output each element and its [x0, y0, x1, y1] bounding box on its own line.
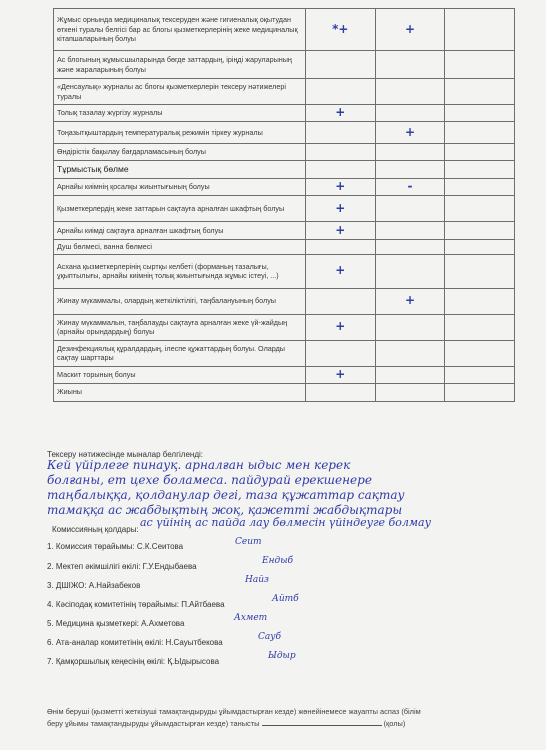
- checklist-item-text: «Денсаулық» журналы ас блогы қызметкерлерін тексеру нәтижелері туралы: [54, 79, 306, 105]
- footer-line-1: Өнім беруші (қызметті жеткізуші тамақтандыруды ұйымдастырған кезде) жөнейінемесе жауапты аспаз (білім: [47, 707, 421, 716]
- checklist-row: [54, 51, 515, 79]
- checklist-row: [54, 340, 515, 366]
- checklist-row: [54, 179, 515, 196]
- checklist-mark-c1: +: [306, 222, 376, 240]
- checklist-mark-c1: +: [306, 105, 376, 122]
- checklist-mark-c1: [306, 383, 376, 401]
- footer-line-2-text: беру ұйымы тамақтандыруды ұйымдастырған кезде) танысты: [47, 719, 260, 728]
- checklist-mark-c3: [445, 144, 515, 161]
- commission-member-4: 4. Кәсіподақ комитетінің төрайымы: П.Айтбаева: [47, 600, 225, 609]
- checklist-mark-c1: [306, 161, 376, 179]
- checklist-mark-c2: [375, 383, 445, 401]
- checklist-mark-c1: [306, 144, 376, 161]
- checklist-mark-c3: [445, 122, 515, 144]
- checklist-mark-c2: [375, 79, 445, 105]
- checklist-row: [54, 314, 515, 340]
- checklist-mark-c2: +: [375, 288, 445, 314]
- checklist-mark-c3: [445, 9, 515, 51]
- checklist-row: [54, 122, 515, 144]
- checklist-item-text: Өндірістік бақылау бағдарламасының болуы: [54, 144, 306, 161]
- section-heading: Тұрмыстық бөлме: [54, 161, 306, 179]
- checklist-mark-c2: [375, 222, 445, 240]
- commission-label: Комиссияның қолдары:: [52, 525, 139, 534]
- checklist-mark-c3: [445, 240, 515, 255]
- checklist-mark-c1: +: [306, 314, 376, 340]
- checklist-mark-c2: [375, 161, 445, 179]
- checklist-mark-c3: [445, 222, 515, 240]
- checklist-mark-c1: [306, 51, 376, 79]
- checklist-item-text: Ас блогының жұмысшыларында бөгде заттардың, іріңді жаруларының және жараларының болуы: [54, 51, 306, 79]
- commission-member-7: 7. Қамқоршылық кеңесінің өкілі: Қ.Ыдырысова: [47, 657, 220, 666]
- checklist-item-text: Дезинфекциялық құралдардың, ілеспе құжаттардың болуы. Оларды сақтау шарттары: [54, 340, 306, 366]
- signature-2: Ендыб: [262, 556, 294, 566]
- commission-member-6: 6. Ата-аналар комитетінің өкілі: Н.Сауытбекова: [47, 638, 223, 647]
- checklist-mark-c1: +: [306, 366, 376, 383]
- signature-blank: [262, 717, 382, 726]
- checklist-mark-c2: [375, 105, 445, 122]
- checklist-mark-c3: [445, 179, 515, 196]
- checklist-mark-c3: [445, 254, 515, 288]
- checklist-mark-c2: -: [375, 179, 445, 196]
- checklist-mark-c2: [375, 254, 445, 288]
- findings-handwriting-line-5: ас үйінің ас пайда лау бөлмесін үйіндеуге болмау: [140, 516, 431, 529]
- checklist-row: [54, 79, 515, 105]
- commission-member-3: 3. ДШІЖО: А.Найзабеков: [47, 581, 141, 590]
- checklist-mark-c2: [375, 144, 445, 161]
- checklist-mark-c2: [375, 196, 445, 222]
- findings-handwriting-line-1: Кей үйірлеге пинауқ. арналған ыдыс мен керек: [47, 458, 351, 472]
- checklist-item-text: Жинау мүкаммалын, таңбалауды сақтауға арналған жеке үй-жайдың (арнайы орындардың) болуы: [54, 314, 306, 340]
- checklist-mark-c1: [306, 122, 376, 144]
- checklist-mark-c2: [375, 340, 445, 366]
- checklist-mark-c2: [375, 314, 445, 340]
- signature-5: Ахмет: [234, 613, 268, 623]
- checklist-mark-c3: [445, 288, 515, 314]
- commission-member-1: 1. Комиссия төрайымы: С.К.Сеитова: [47, 542, 184, 551]
- checklist-item-text: Арнайы киімді сақтауға арналған шкафтың болуы: [54, 222, 306, 240]
- checklist-mark-c1: *+: [306, 9, 376, 51]
- checklist-item-text: Арнайы киімнің қосалқы жиынтығының болуы: [54, 179, 306, 196]
- checklist-mark-c3: [445, 196, 515, 222]
- checklist-row: [54, 161, 515, 179]
- checklist-item-text: Тоңазытқыштардың температуралық режимін тіркеу журналы: [54, 122, 306, 144]
- checklist-item-text: Асхана қызметкерлерінің сыртқы келбеті (форманың тазалығы, ұқыптылығы, арнайы киімнің толық жиынтығында жұмыс істеуі, ...): [54, 254, 306, 288]
- findings-handwriting-line-4: тамаққа ас жабдықтың жоқ, қажетті жабдықтары: [47, 503, 403, 517]
- acknowledgement-footer: [47, 707, 517, 729]
- checklist-row: [54, 288, 515, 314]
- checklist-item-text: Жиыны: [54, 383, 306, 401]
- checklist-item-text: Жұмыс орнында медициналық тексеруден және гигиеналық оқытудан өткені туралы белгісі бар ас блогы қызметкерлерінің жеке медициналық кітапшаларының болуы: [54, 9, 306, 51]
- checklist-mark-c2: +: [375, 122, 445, 144]
- footer-line-2: [47, 717, 517, 729]
- checklist-mark-c3: [445, 79, 515, 105]
- footer-sign-label: (қолы): [383, 719, 406, 728]
- checklist-row: [54, 105, 515, 122]
- checklist-row: [54, 222, 515, 240]
- signature-4: Айтб: [272, 594, 299, 604]
- checklist-row: [54, 366, 515, 383]
- checklist-mark-c3: [445, 340, 515, 366]
- checklist-mark-c3: [445, 51, 515, 79]
- signature-3: Найз: [245, 575, 269, 585]
- checklist-mark-c1: [306, 79, 376, 105]
- checklist-mark-c3: [445, 314, 515, 340]
- checklist-mark-c3: [445, 105, 515, 122]
- checklist-item-text: Толық тазалау жүргізу журналы: [54, 105, 306, 122]
- checklist-mark-c2: [375, 240, 445, 255]
- checklist-item-text: Маскит торының болуы: [54, 366, 306, 383]
- checklist-row: [54, 9, 515, 51]
- checklist-row: [54, 144, 515, 161]
- checklist-mark-c2: +: [375, 9, 445, 51]
- signature-7: Ыдыр: [268, 651, 296, 661]
- commission-member-5: 5. Медицина қызметкері: А.Ахметова: [47, 619, 185, 628]
- checklist-row: [54, 240, 515, 255]
- findings-handwriting-line-3: таңбалыққа, қолданулар дегі, таза құжаттар сақтау: [47, 488, 405, 502]
- checklist-mark-c1: [306, 240, 376, 255]
- signature-6: Сауб: [258, 632, 281, 642]
- checklist-mark-c1: +: [306, 196, 376, 222]
- checklist-table: [53, 8, 515, 402]
- checklist-row: [54, 383, 515, 401]
- checklist-mark-c3: [445, 383, 515, 401]
- checklist-row: [54, 254, 515, 288]
- checklist-mark-c3: [445, 161, 515, 179]
- checklist-mark-c1: +: [306, 254, 376, 288]
- signature-1: Сеит: [235, 537, 262, 547]
- checklist-item-text: Душ бөлмесі, ванна бөлмесі: [54, 240, 306, 255]
- checklist-row: [54, 196, 515, 222]
- findings-label: Тексеру нәтижесінде мыналар белгіленді:: [47, 450, 203, 459]
- commission-member-2: 2. Мектеп әкімшілігі өкілі: Г.У.Ендыбаева: [47, 562, 197, 571]
- checklist-mark-c1: [306, 288, 376, 314]
- checklist-mark-c2: [375, 366, 445, 383]
- checklist-mark-c2: [375, 51, 445, 79]
- checklist-mark-c1: [306, 340, 376, 366]
- checklist-mark-c3: [445, 366, 515, 383]
- findings-handwriting-line-2: болғаны, ет цехе боламеса. пайдурай ерекшенере: [47, 473, 372, 487]
- checklist-mark-c1: +: [306, 179, 376, 196]
- checklist-item-text: Жинау мүкаммалы, олардың жеткіліктілігі, таңбалануының болуы: [54, 288, 306, 314]
- checklist-item-text: Қызметкерлердің жеке заттарын сақтауға арналған шкафтың болуы: [54, 196, 306, 222]
